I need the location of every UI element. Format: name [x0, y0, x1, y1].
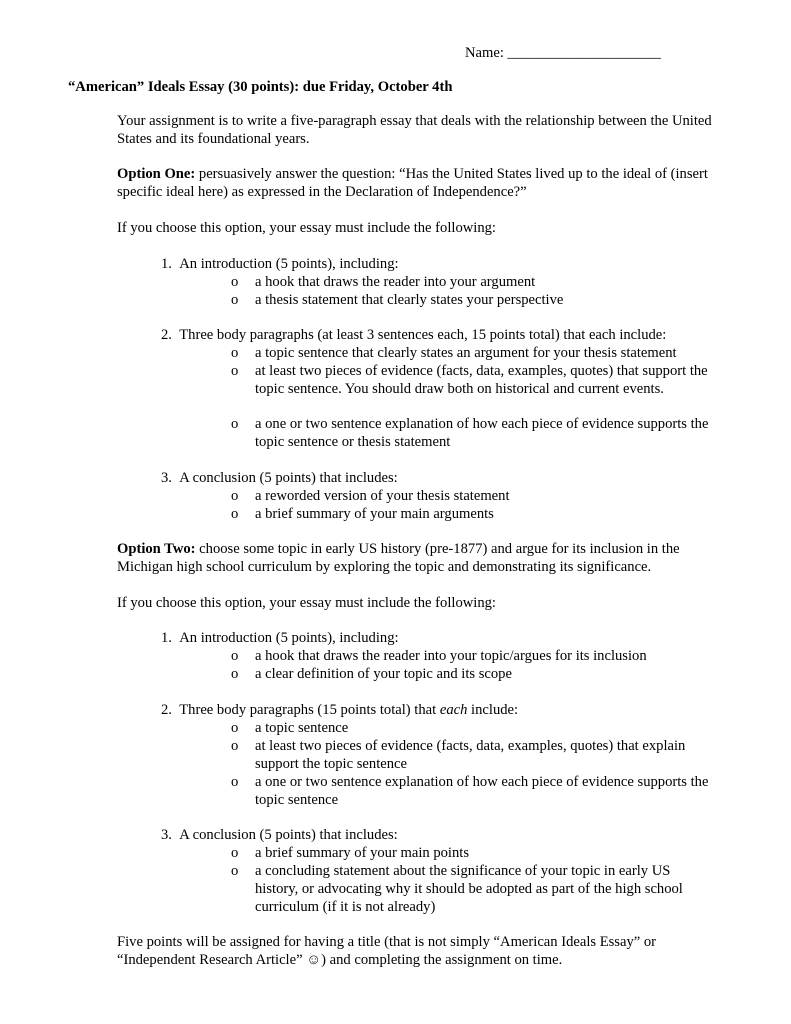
intro-paragraph: Your assignment is to write a five-paragraph essay that deals with the relationship between the United States and its foundational years. [117, 113, 712, 147]
option-one-text: persuasively answer the question: “Has the United States lived up to the ideal of (insert specific ideal here) as expressed in the Declaration of Independence?” [117, 166, 708, 200]
bullet-item: o a one or two sentence explanation of how each piece of evidence supports the topic sentence [231, 774, 709, 808]
option-one-paragraph [117, 165, 737, 201]
option-one-lead-in: If you choose this option, your essay must include the following: [117, 220, 496, 236]
list-item: 2. Three body paragraphs (15 points total) that each include: [161, 702, 519, 718]
option-two-lead-in: If you choose this option, your essay must include the following: [117, 595, 496, 611]
bullet-item: o a hook that draws the reader into your argument [231, 274, 536, 290]
option-one-label: Option One: [117, 166, 196, 182]
bullet-marker: o [231, 720, 239, 736]
option-two-label: Option Two: [117, 541, 196, 557]
assignment-title: “American” Ideals Essay (30 points): due Friday, October 4th [68, 79, 453, 95]
bullet-item: o a one or two sentence explanation of how each piece of evidence supports the topic sentence or thesis statement [231, 416, 709, 450]
list-item: 1. An introduction (5 points), including: [161, 630, 399, 646]
list-item: 2. Three body paragraphs (at least 3 sentences each, 15 points total) that each include: [161, 327, 667, 343]
list-item: 3. A conclusion (5 points) that includes: [161, 470, 398, 486]
bullet-marker: o [231, 845, 239, 861]
bullet-item: o a topic sentence that clearly states an argument for your thesis statement [231, 345, 677, 361]
bullet-item: o a concluding statement about the significance of your topic in early US history, or advocating why it should be adopted as part of the high school curriculum (if it is not already) [231, 863, 683, 915]
bullet-item: o a reworded version of your thesis statement [231, 488, 510, 504]
bullet-marker: o [231, 274, 239, 290]
bullet-item: o at least two pieces of evidence (facts, data, examples, quotes) that support the topic sentence. You should draw both on historical and current events. [231, 363, 708, 397]
bullet-item: o at least two pieces of evidence (facts, data, examples, quotes) that explain support the topic sentence [231, 738, 686, 772]
footer-paragraph: Five points will be assigned for having a title (that is not simply “American Ideals Essay” or “Independent Research Article” ☺) and completing the assignment on time. [117, 934, 657, 968]
bullet-item: o a topic sentence [231, 720, 349, 736]
bullet-marker: o [231, 774, 239, 790]
bullet-marker: o [231, 666, 239, 682]
bullet-marker: o [231, 345, 239, 361]
bullet-marker: o [231, 363, 239, 379]
bullet-marker: o [231, 863, 239, 879]
bullet-item: o a thesis statement that clearly states your perspective [231, 292, 564, 308]
bullet-item: o a hook that draws the reader into your topic/argues for its inclusion [231, 648, 647, 664]
name-field-line: Name: _____________________ [465, 45, 661, 61]
option-two-text: choose some topic in early US history (pre-1877) and argue for its inclusion in the Michigan high school curriculum by exploring the topic and demonstrating its significance. [117, 541, 680, 575]
bullet-marker: o [231, 488, 239, 504]
bullet-marker: o [231, 738, 239, 754]
bullet-item: o a brief summary of your main arguments [231, 506, 494, 522]
bullet-marker: o [231, 416, 239, 432]
list-item: 1. An introduction (5 points), including: [161, 256, 399, 272]
bullet-item: o a clear definition of your topic and its scope [231, 666, 512, 682]
option-two-paragraph [117, 540, 737, 576]
bullet-marker: o [231, 292, 239, 308]
bullet-marker: o [231, 648, 239, 664]
bullet-item: o a brief summary of your main points [231, 845, 469, 861]
bullet-marker: o [231, 506, 239, 522]
list-item: 3. A conclusion (5 points) that includes: [161, 827, 398, 843]
